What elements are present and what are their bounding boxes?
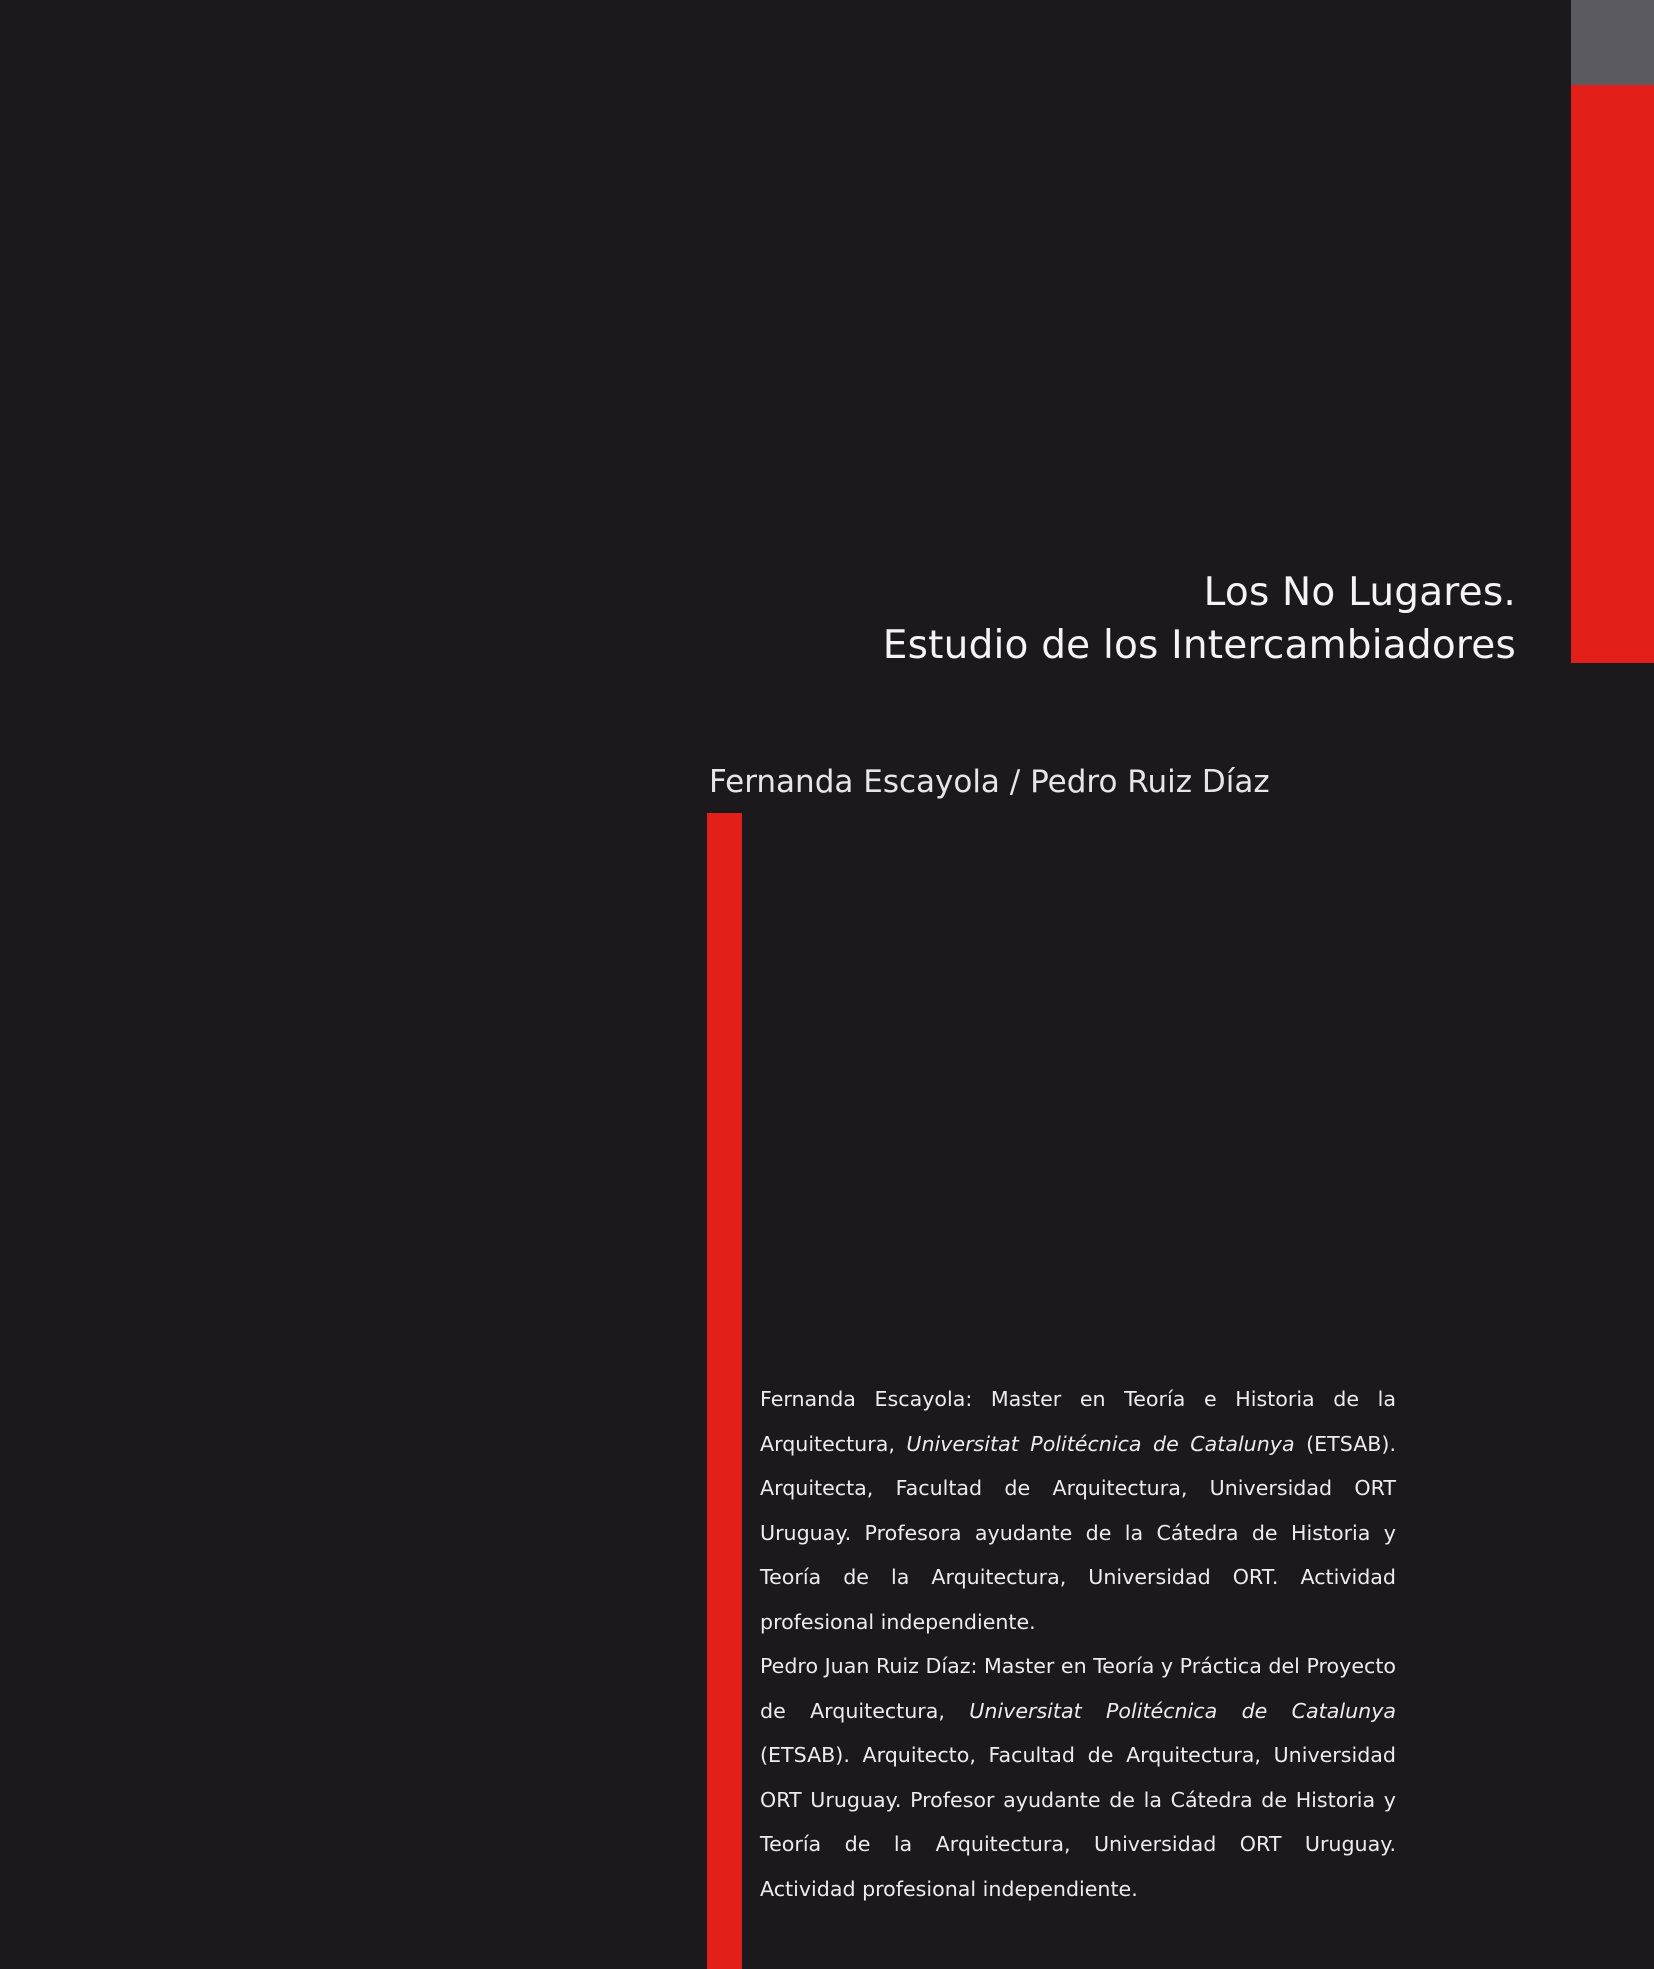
bio-paragraph-escayola: [760, 1377, 1396, 1644]
gray-corner-tab: [1571, 0, 1654, 85]
bio-paragraph-ruiz-diaz: [760, 1644, 1396, 1911]
bio-university-italic: Universitat Politécnica de Catalunya: [969, 1698, 1396, 1723]
author-names: Fernanda Escayola / Pedro Ruiz Díaz: [709, 764, 1270, 800]
bio-text: Fernanda Escayola: Master en Teoría e Historia de la Arquitectura,: [760, 1387, 1396, 1456]
red-vertical-bar: [707, 813, 742, 1969]
title-line-2: Estudio de los Intercambiadores: [882, 623, 1516, 668]
bio-text: (ETSAB). Arquitecto, Facultad de Arquitectura, Universidad ORT Uruguay. Profesor ayudante de la Cátedra de Historia y Teoría de la Arquitectura, Universidad ORT Uruguay. Actividad profesional independiente.: [760, 1743, 1396, 1901]
bio-text: (ETSAB). Arquitecta, Facultad de Arquitectura, Universidad ORT Uruguay. Profesora ayudante de la Cátedra de Historia y Teoría de la Arquitectura, Universidad ORT. Actividad profesional independiente.: [760, 1431, 1396, 1634]
title-line-1: Los No Lugares.: [1203, 570, 1516, 615]
bio-text: Pedro Juan Ruiz Díaz: Master en Teoría y Práctica del Proyecto de Arquitectura,: [760, 1654, 1396, 1723]
article-title: [820, 566, 1516, 672]
author-bios: [760, 1377, 1396, 1911]
bio-university-italic: Universitat Politécnica de Catalunya: [906, 1431, 1295, 1456]
red-edge-tab: [1571, 85, 1654, 663]
